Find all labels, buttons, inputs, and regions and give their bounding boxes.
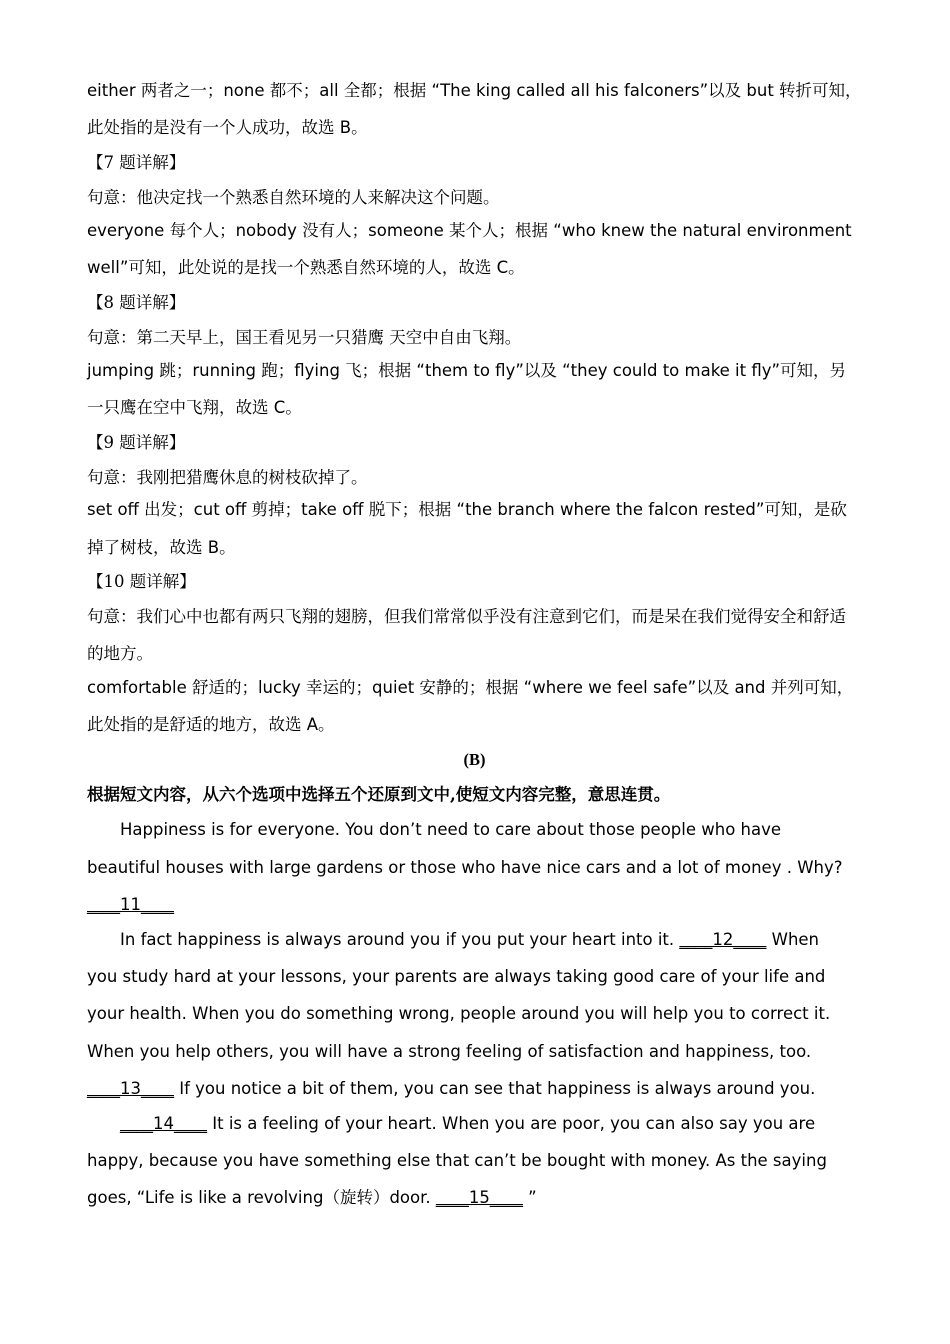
q9-heading: 【9 题详解】 <box>87 433 186 452</box>
q7-explain-line2: well”可知，此处说的是找一个熟悉自然环境的人，故选 C。 <box>87 258 525 277</box>
q8-explain-line2: 一只鹰在空中飞翔，故选 C。 <box>87 398 302 417</box>
passage-p3-line3-end: ” <box>522 1188 537 1207</box>
passage-p2-line5 <box>87 1078 815 1100</box>
blank-15: ____15____ <box>435 1188 523 1207</box>
section-b-instruction: 根据短文内容，从六个选项中选择五个还原到文中,使短文内容完整，意思连贯。 <box>87 785 671 804</box>
blank-13: ____13____ <box>87 1079 174 1098</box>
q9-sentence: 句意：我刚把猎鹰休息的树枝砍掉了。 <box>87 468 368 487</box>
q10-sentence-line1: 句意：我们心中也都有两只飞翔的翅膀，但我们常常似乎没有注意到它们，而是呆在我们觉得安全和舒适 <box>87 607 846 626</box>
q9-explain-line1: set off 出发；cut off 剪掉；take off 脱下；根据 “the branch where the falcon rested”可知，是砍 <box>87 500 847 519</box>
section-b-title: (B) <box>463 750 486 769</box>
passage-p2-line1-text: In fact happiness is always around you if you put your heart into it. <box>120 930 680 949</box>
passage-p1-line3 <box>87 894 174 916</box>
q10-sentence-line2: 的地方。 <box>87 644 153 663</box>
q10-explain-line2: 此处指的是舒适的地方，故选 A。 <box>87 715 335 734</box>
q10-heading: 【10 题详解】 <box>87 572 196 591</box>
passage-p2-line4: When you help others, you will have a strong feeling of satisfaction and happiness, too. <box>87 1042 812 1061</box>
blank-14: ____14____ <box>120 1114 207 1133</box>
q8-explain-line1: jumping 跳；running 跑；flying 飞；根据 “them to fly”以及 “they could to make it fly”可知，另 <box>87 361 847 380</box>
passage-p2-line5-text: If you notice a bit of them, you can see that happiness is always around you. <box>174 1079 816 1098</box>
q7-explain-line1: everyone 每个人；nobody 没有人；someone 某个人；根据 “who knew the natural environment <box>87 221 852 240</box>
q7-sentence: 句意：他决定找一个熟悉自然环境的人来解决这个问题。 <box>87 188 500 207</box>
q7-heading: 【7 题详解】 <box>87 153 186 172</box>
analysis-q6-line1: either 两者之一；none 都不；all 全都；根据 “The king called all his falconers”以及 but 转折可知， <box>87 81 862 100</box>
passage-p1-line2: beautiful houses with large gardens or those who have nice cars and a lot of money . Why? <box>87 858 843 877</box>
q8-sentence: 句意：第二天早上，国王看见另一只猎鹰 天空中自由飞翔。 <box>87 328 522 347</box>
q8-heading: 【8 题详解】 <box>87 293 186 312</box>
passage-p3-line3-text: goes, “Life is like a revolving（旋转）door. <box>87 1188 436 1207</box>
q9-explain-line2: 掉了树枝，故选 B。 <box>87 538 236 557</box>
passage-p2-line3: your health. When you do something wrong, people around you will help you to correct it. <box>87 1004 831 1023</box>
blank-11: ____11____ <box>87 895 174 914</box>
passage-p2-line2: you study hard at your lessons, your parents are always taking good care of your life and <box>87 967 826 986</box>
q10-explain-line1: comfortable 舒适的；lucky 幸运的；quiet 安静的；根据 “where we feel safe”以及 and 并列可知， <box>87 678 854 697</box>
passage-p2-line1 <box>120 929 819 951</box>
passage-p3-line1 <box>120 1113 815 1135</box>
blank-12: ____12____ <box>679 930 767 949</box>
passage-p3-line3 <box>87 1187 537 1209</box>
passage-p1-line1: Happiness is for everyone. You don’t need to care about those people who have <box>120 820 782 839</box>
analysis-q6-line2: 此处指的是没有一个人成功，故选 B。 <box>87 118 368 137</box>
passage-p3-line2: happy, because you have something else that can’t be bought with money. As the saying <box>87 1151 827 1170</box>
passage-p3-line1-text: It is a feeling of your heart. When you are poor, you can also say you are <box>207 1114 816 1133</box>
passage-p2-line1-end: When <box>766 930 820 949</box>
